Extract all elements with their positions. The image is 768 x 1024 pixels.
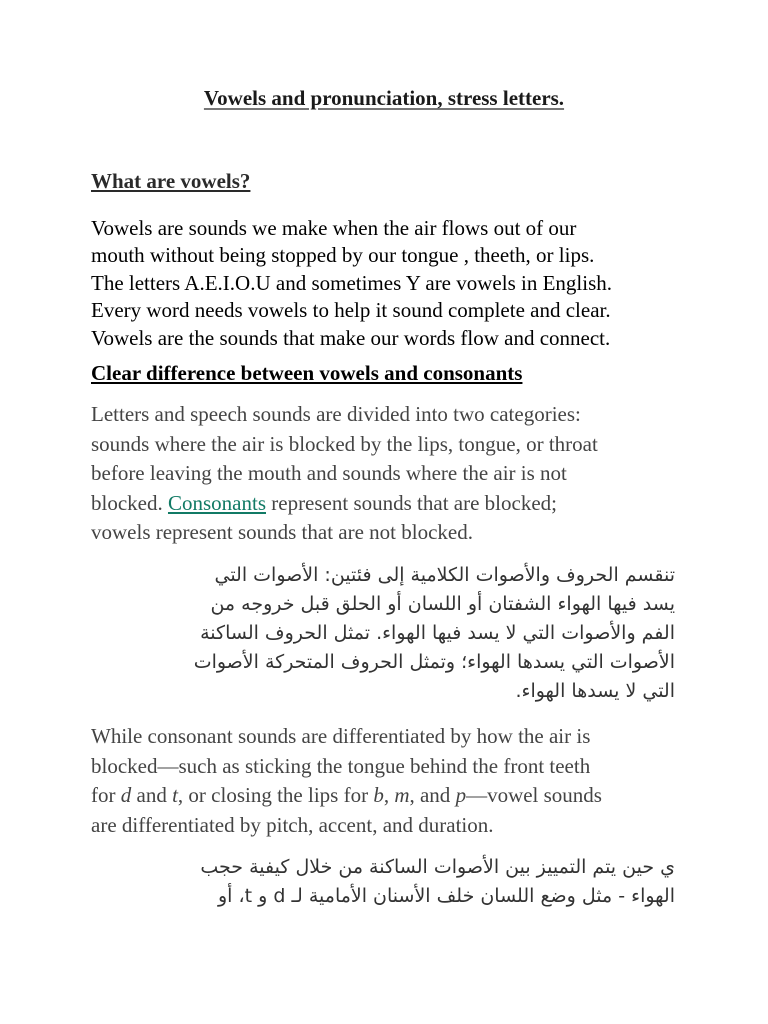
paragraph-line: mouth without being stopped by our tongue , theeth, or lips. xyxy=(91,243,595,268)
paragraph-line: sounds where the air is blocked by the lips, tongue, or throat xyxy=(91,431,598,456)
line-text: represent sounds that are blocked; xyxy=(266,490,557,515)
paragraph-line xyxy=(91,781,691,811)
line-text: and xyxy=(131,783,173,807)
letter-m: m xyxy=(394,783,410,807)
arabic-translation-paragraph-2 xyxy=(91,853,675,911)
categories-paragraph xyxy=(91,400,691,548)
arabic-line: التي لا يسدها الهواء. xyxy=(515,680,675,702)
line-text: , xyxy=(383,783,395,807)
paragraph-line xyxy=(91,489,691,519)
paragraph-line: blocked—such as sticking the tongue behind the front teeth xyxy=(91,753,591,778)
paragraph-line: The letters A.E.I.O.U and sometimes Y are vowels in English. xyxy=(91,270,613,295)
letter-d: d xyxy=(120,783,132,807)
line-text: blocked. xyxy=(91,490,168,515)
consonants-link[interactable]: Consonants xyxy=(167,490,266,515)
paragraph-line: are differentiated by pitch, accent, and duration. xyxy=(91,812,494,837)
paragraph-line: Vowels are the sounds that make our words flow and connect. xyxy=(91,325,611,350)
arabic-line: ي حين يتم التمييز بين الأصوات الساكنة من خلال كيفية حجب xyxy=(200,856,675,878)
differentiation-paragraph xyxy=(91,722,691,840)
line-text: , or closing the lips for xyxy=(177,783,374,807)
arabic-line: الفم والأصوات التي لا يسد فيها الهواء. تمثل الحروف الساكنة xyxy=(200,622,675,644)
line-text: —vowel sounds xyxy=(466,783,602,807)
line-text: for xyxy=(91,783,121,807)
section-heading-what-are-vowels: What are vowels? xyxy=(91,169,251,193)
document-title: Vowels and pronunciation, stress letters. xyxy=(203,86,565,110)
vowels-definition-paragraph xyxy=(91,215,691,352)
paragraph-line: before leaving the mouth and sounds where the air is not xyxy=(91,461,567,485)
arabic-line: يسد فيها الهواء الشفتان أو اللسان أو الحلق قبل خروجه من xyxy=(210,593,675,615)
arabic-line: الأصوات التي يسدها الهواء؛ وتمثل الحروف المتحركة الأصوات xyxy=(193,651,675,673)
paragraph-line: Vowels are sounds we make when the air flows out of our xyxy=(91,216,577,240)
paragraph-line: Letters and speech sounds are divided into two categories: xyxy=(91,402,581,426)
letter-p: p xyxy=(455,783,467,807)
paragraph-line: While consonant sounds are differentiated by how the air is xyxy=(91,724,591,748)
arabic-line: الهواء - مثل وضع اللسان خلف الأسنان الأمامية لـ d و t، أو xyxy=(217,885,675,907)
arabic-line: تنقسم الحروف والأصوات الكلامية إلى فئتين: الأصوات التي xyxy=(214,564,675,586)
paragraph-line: vowels represent sounds that are not blocked. xyxy=(91,520,473,544)
paragraph-line: Every word needs vowels to help it sound complete and clear. xyxy=(91,298,611,323)
letter-t: t xyxy=(172,783,178,807)
section-heading-vowels-vs-consonants: Clear difference between vowels and consonants xyxy=(91,361,523,385)
line-text: , and xyxy=(409,783,456,807)
letter-b: b xyxy=(373,783,384,807)
arabic-translation-paragraph-1 xyxy=(91,561,675,706)
